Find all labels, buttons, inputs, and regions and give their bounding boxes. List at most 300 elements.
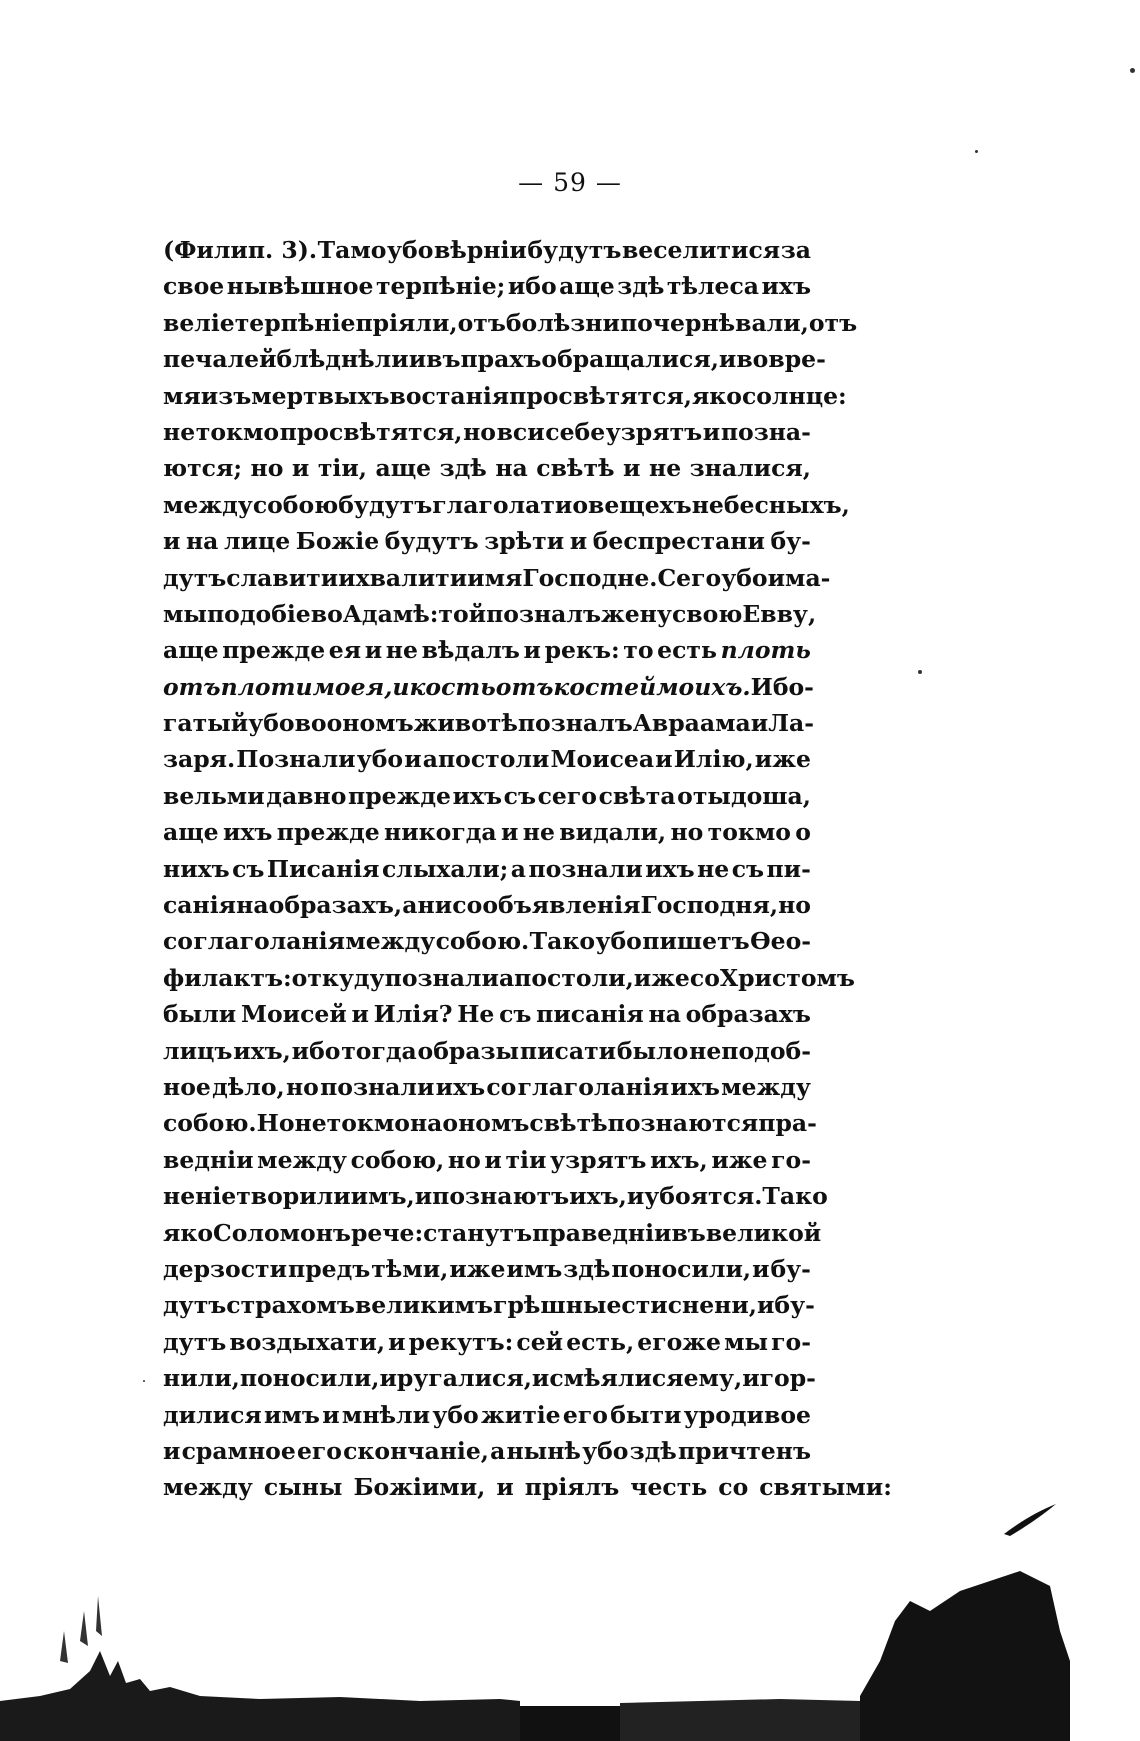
word: просвѣтятся, (509, 381, 692, 410)
word: позналъ (486, 599, 601, 628)
word: токмо (195, 417, 280, 446)
word: здѣ (563, 1254, 611, 1283)
word: ему, (683, 1364, 743, 1393)
speck (143, 1380, 145, 1382)
word: ихъ (761, 272, 811, 301)
text-line (163, 960, 855, 996)
word: моея, (312, 672, 393, 701)
word: тѣми, (371, 1254, 449, 1283)
word: на (648, 1000, 681, 1029)
text-line (163, 1033, 811, 1069)
word: подобіе (206, 599, 311, 628)
word: Адамѣ: (342, 599, 439, 628)
text-line (163, 1215, 822, 1251)
word: нихъ (163, 854, 230, 883)
word: веселитися (621, 236, 781, 264)
word: станутъ (423, 1218, 533, 1247)
word: никогда (384, 818, 497, 847)
word: и (752, 1254, 770, 1283)
word: сей (516, 1327, 564, 1356)
word: на (236, 891, 269, 920)
word: имъ (506, 1254, 563, 1283)
word: токмо (707, 818, 791, 847)
word: убо (356, 745, 404, 774)
word: и (523, 636, 541, 665)
word: свою (671, 599, 743, 628)
word: аще (163, 636, 219, 665)
word: апостоли, (498, 963, 634, 992)
word: образахъ, (268, 891, 403, 920)
word: позналъ (517, 709, 633, 738)
word: Господне. (522, 563, 658, 592)
text-line (163, 996, 811, 1032)
word: вси (496, 417, 545, 446)
word: давно (266, 781, 347, 810)
word: и (569, 527, 588, 556)
word: между (163, 1473, 253, 1502)
word: убо (248, 709, 295, 738)
word: уродивое (683, 1400, 811, 1429)
word: убо (721, 563, 768, 592)
word: (Филип. 3). (163, 236, 318, 264)
word: собою. (163, 1109, 257, 1138)
word: со (718, 1473, 749, 1502)
word: имъ (264, 1400, 320, 1429)
word: апостоли (422, 745, 550, 774)
word: ономъ (442, 1109, 530, 1138)
word: во (294, 709, 327, 738)
word: и (623, 454, 641, 483)
word: пра- (758, 1109, 817, 1138)
word: есть, (566, 1327, 635, 1356)
word: Не (457, 1000, 495, 1029)
word: Божіими, (353, 1473, 486, 1502)
word: съ (503, 781, 536, 810)
word: терпѣніе; (375, 272, 506, 301)
word: его (562, 1400, 608, 1429)
word: быти (610, 1400, 682, 1429)
word: ея (328, 636, 362, 665)
word: и (756, 1291, 775, 1320)
word: убо (387, 236, 434, 264)
word: го- (771, 1145, 811, 1174)
word: гатый (163, 709, 249, 738)
word: вельми (163, 781, 265, 810)
word: неподоб- (689, 1036, 811, 1065)
word: токмо (326, 1109, 410, 1138)
word: беспрестани (592, 527, 765, 556)
word: глаголати (432, 490, 573, 519)
word: ибо (507, 272, 557, 301)
text-line (163, 523, 811, 559)
word: костей (553, 672, 657, 701)
word: со (163, 927, 193, 956)
word: поносили, (239, 1364, 380, 1393)
word: собою, (350, 1145, 445, 1174)
word: славити (226, 563, 339, 592)
word: кость (409, 672, 496, 701)
ink-stroke (1000, 1500, 1060, 1540)
word: Тако (529, 927, 596, 956)
page-number: — 59 — (518, 168, 622, 197)
word: и (531, 1364, 550, 1393)
word: предъ (288, 1254, 371, 1283)
word: ихъ (645, 854, 695, 883)
word: на (185, 527, 219, 556)
word: его (296, 1436, 342, 1465)
word: но (463, 417, 496, 446)
word: небесныхъ, (691, 490, 850, 519)
word: Писанія (266, 854, 380, 883)
word: ведніи (163, 1145, 254, 1174)
word: на (409, 1109, 443, 1138)
word: дилися (163, 1400, 262, 1429)
word: дутъ (163, 563, 227, 592)
word: не (163, 417, 196, 446)
text-line (163, 1287, 815, 1323)
word: и (496, 1473, 514, 1502)
text-line (163, 814, 811, 850)
word: со (689, 963, 720, 992)
word: пи- (766, 854, 811, 883)
word: мертвыхъ (251, 381, 390, 410)
text-line (163, 1324, 811, 1360)
word: вре- (768, 345, 826, 374)
word: и (718, 345, 737, 374)
text-line (163, 414, 811, 450)
word: познаютъ (432, 1182, 570, 1211)
word: мы (163, 599, 207, 628)
word: востанія (389, 381, 510, 410)
word: иже (711, 1145, 768, 1174)
word: тіи, (317, 454, 367, 483)
word: вещехъ (588, 490, 692, 519)
word: великимъ (354, 1291, 494, 1320)
word: здѣ (629, 1436, 677, 1465)
word: и (702, 417, 721, 446)
word: ихъ (670, 1072, 720, 1101)
word: были (163, 1000, 237, 1029)
word: изъ (200, 381, 252, 410)
word: и (484, 1145, 502, 1174)
word: убо (432, 1400, 479, 1429)
text-line (163, 851, 811, 887)
word: мя (163, 381, 201, 410)
word: но (670, 818, 704, 847)
word: сыны (263, 1473, 343, 1502)
word: воздыхати, (229, 1327, 386, 1356)
text-line (163, 632, 811, 668)
word: здѣ (617, 272, 665, 301)
word: будутъ (527, 236, 622, 264)
text-line (163, 741, 811, 777)
word: и (408, 345, 427, 374)
word: ются; (163, 454, 243, 483)
word: съ (232, 854, 265, 883)
word: прежде (348, 781, 451, 810)
word: гор- (759, 1364, 816, 1393)
word: и (322, 1400, 340, 1429)
word: и (163, 1436, 181, 1465)
word: откуду (291, 963, 385, 992)
word: образы (417, 1036, 520, 1065)
word: бу- (774, 1291, 815, 1320)
text-line (163, 232, 811, 268)
word: веліе (163, 308, 235, 337)
word: ное (163, 1072, 211, 1101)
word: Евву, (742, 599, 817, 628)
word: Христомъ (719, 963, 855, 992)
text-line (163, 378, 847, 414)
word: ругалися, (396, 1364, 532, 1393)
word: убо (582, 1436, 629, 1465)
word: иже (754, 745, 811, 774)
word: но (778, 891, 811, 920)
word: моихъ. (656, 672, 751, 701)
word: со (486, 1072, 517, 1101)
text-line (163, 669, 814, 705)
word: не (649, 454, 682, 483)
word: Господня, (640, 891, 779, 920)
word: ибо (291, 1036, 341, 1065)
word: будутъ (338, 490, 433, 519)
word: во (736, 345, 769, 374)
word: иже (449, 1254, 506, 1283)
word: терпѣніе (234, 308, 356, 337)
word: Ла- (768, 709, 814, 738)
text-line (163, 923, 811, 959)
word: рекутъ: (408, 1327, 514, 1356)
text-line (163, 1251, 811, 1287)
word: пріялъ (524, 1473, 620, 1502)
word: свѣтѣ (536, 454, 615, 483)
word: мы (724, 1327, 769, 1356)
word: а (490, 1436, 506, 1465)
word: Божіе (295, 527, 380, 556)
text-line (163, 778, 811, 814)
text-line (163, 1105, 817, 1141)
word: и (388, 1327, 406, 1356)
word: за (780, 236, 811, 264)
word: Авраама (632, 709, 751, 738)
word: обращалися, (541, 345, 719, 374)
word: солнце: (741, 381, 847, 410)
word: а (402, 891, 418, 920)
word: иже (633, 963, 690, 992)
word: ихъ, (569, 1182, 627, 1211)
word: то (623, 636, 654, 665)
word: дутъ (163, 1327, 227, 1356)
word: ни (417, 891, 453, 920)
word: сего (537, 781, 597, 810)
word: познаются (607, 1109, 759, 1138)
word: писанія (536, 1000, 644, 1029)
word: вѣрніи (433, 236, 527, 264)
word: санія (163, 891, 237, 920)
word: печалей (163, 345, 277, 374)
word: и (364, 636, 383, 665)
word: ихъ, (650, 1145, 708, 1174)
word: Познали (236, 745, 356, 774)
word: нывѣшное (226, 272, 374, 301)
text-line (163, 560, 831, 596)
word: но (447, 1145, 481, 1174)
word: объявленія (482, 891, 641, 920)
word: и (655, 745, 673, 774)
word: отыдоша, (677, 781, 811, 810)
word: но (285, 1072, 319, 1101)
word: той (438, 599, 487, 628)
word: почернѣвали, (619, 308, 809, 337)
word: между (163, 490, 253, 519)
word: лице (223, 527, 291, 556)
text-line (163, 1142, 811, 1178)
word: собою. (435, 927, 530, 956)
word: не (294, 1109, 327, 1138)
word: праведніи (532, 1218, 672, 1247)
word: было (616, 1036, 689, 1065)
word: ихъ (452, 781, 503, 810)
word: убоятся. (644, 1182, 763, 1211)
word: Илія? (373, 1000, 453, 1029)
word: свое (163, 272, 225, 301)
word: вѣдалъ (421, 636, 520, 665)
word: яко (691, 381, 742, 410)
word: лицъ (163, 1036, 233, 1065)
speck (1130, 68, 1135, 73)
word: свѣта (598, 781, 676, 810)
word: причтенъ (677, 1436, 811, 1465)
word: Но (256, 1109, 295, 1138)
word: поносили, (611, 1254, 752, 1283)
word: съ (731, 854, 765, 883)
word: прахъ (460, 345, 542, 374)
word: отъ (808, 308, 858, 337)
word: честь (630, 1473, 708, 1502)
word: има- (767, 563, 831, 592)
word: и (500, 818, 519, 847)
word: рече: (350, 1218, 424, 1247)
text-line (163, 305, 858, 341)
word: пріяли, (355, 308, 458, 337)
word: Моисеа (550, 745, 655, 774)
word: бо- (772, 672, 814, 701)
text-line (163, 268, 811, 304)
word: аще (375, 454, 432, 483)
text-line (163, 341, 826, 377)
text-line (163, 1069, 811, 1105)
word: ихъ (435, 1072, 486, 1101)
word: филактъ: (163, 963, 292, 992)
word: бу- (770, 1254, 811, 1283)
word: Моисей (240, 1000, 347, 1029)
word: познали (384, 963, 499, 992)
word: писати (519, 1036, 617, 1065)
word: прежде (222, 636, 326, 665)
word: зналися, (689, 454, 811, 483)
word: видали, (559, 818, 667, 847)
word: между (721, 1072, 811, 1101)
word: будутъ (384, 527, 479, 556)
word: болѣзни (505, 308, 620, 337)
word: рекъ: (544, 636, 620, 665)
word: между (257, 1145, 347, 1174)
word: егоже (637, 1327, 721, 1356)
word: блѣднѣли (276, 345, 409, 374)
word: въ (671, 1218, 706, 1247)
text-line (163, 705, 814, 741)
word: глаголанія (193, 927, 345, 956)
word: стиснени, (621, 1291, 757, 1320)
word: животѣ (413, 709, 518, 738)
word: плоть (720, 636, 811, 665)
word: имя (467, 563, 523, 592)
word: отъ (457, 308, 506, 337)
text-line (163, 887, 811, 923)
word: пишетъ (642, 927, 750, 956)
word: о (795, 818, 811, 847)
word: смѣялися (549, 1364, 684, 1393)
word: неніе (163, 1182, 237, 1211)
word: святыми: (759, 1473, 892, 1502)
word: и (379, 1364, 397, 1393)
word: себе (545, 417, 606, 446)
word: срамное (181, 1436, 296, 1465)
word: а (510, 854, 527, 883)
text-line (163, 450, 811, 486)
word: Соломонъ (213, 1218, 351, 1247)
word: во (310, 599, 343, 628)
word: дутъ (163, 1291, 227, 1320)
word: отъ (495, 672, 554, 701)
word: прежде (276, 818, 380, 847)
word: ихъ, (233, 1036, 291, 1065)
text-line (163, 1433, 811, 1469)
word: и (742, 1364, 760, 1393)
word: страхомъ (226, 1291, 355, 1320)
text-line (163, 1360, 816, 1396)
word: мнѣли (341, 1400, 431, 1429)
word: заря. (163, 745, 236, 774)
body-text (163, 232, 892, 1506)
word: тѣлеса (666, 272, 760, 301)
word: хвалити (355, 563, 468, 592)
word: отъ (163, 672, 221, 701)
word: тіи (505, 1145, 547, 1174)
word: плоти (220, 672, 313, 701)
word: ономъ (326, 709, 414, 738)
word: Тако (762, 1182, 828, 1211)
word: Сего (657, 563, 722, 592)
text-line (163, 596, 817, 632)
text-line (163, 1469, 892, 1505)
word: и (414, 1182, 433, 1211)
word: грѣшные (493, 1291, 622, 1320)
word: не (385, 636, 418, 665)
word: узрятъ (605, 417, 703, 446)
word: собою (252, 490, 339, 519)
word: зрѣти (484, 527, 565, 556)
word: о (572, 490, 589, 519)
word: въ (426, 345, 461, 374)
word: великой (705, 1218, 822, 1247)
word: познали (320, 1072, 435, 1101)
word: познали (528, 854, 643, 883)
word: убо (595, 927, 642, 956)
speck (975, 150, 978, 153)
word: И (750, 672, 773, 701)
text-line (163, 487, 850, 523)
